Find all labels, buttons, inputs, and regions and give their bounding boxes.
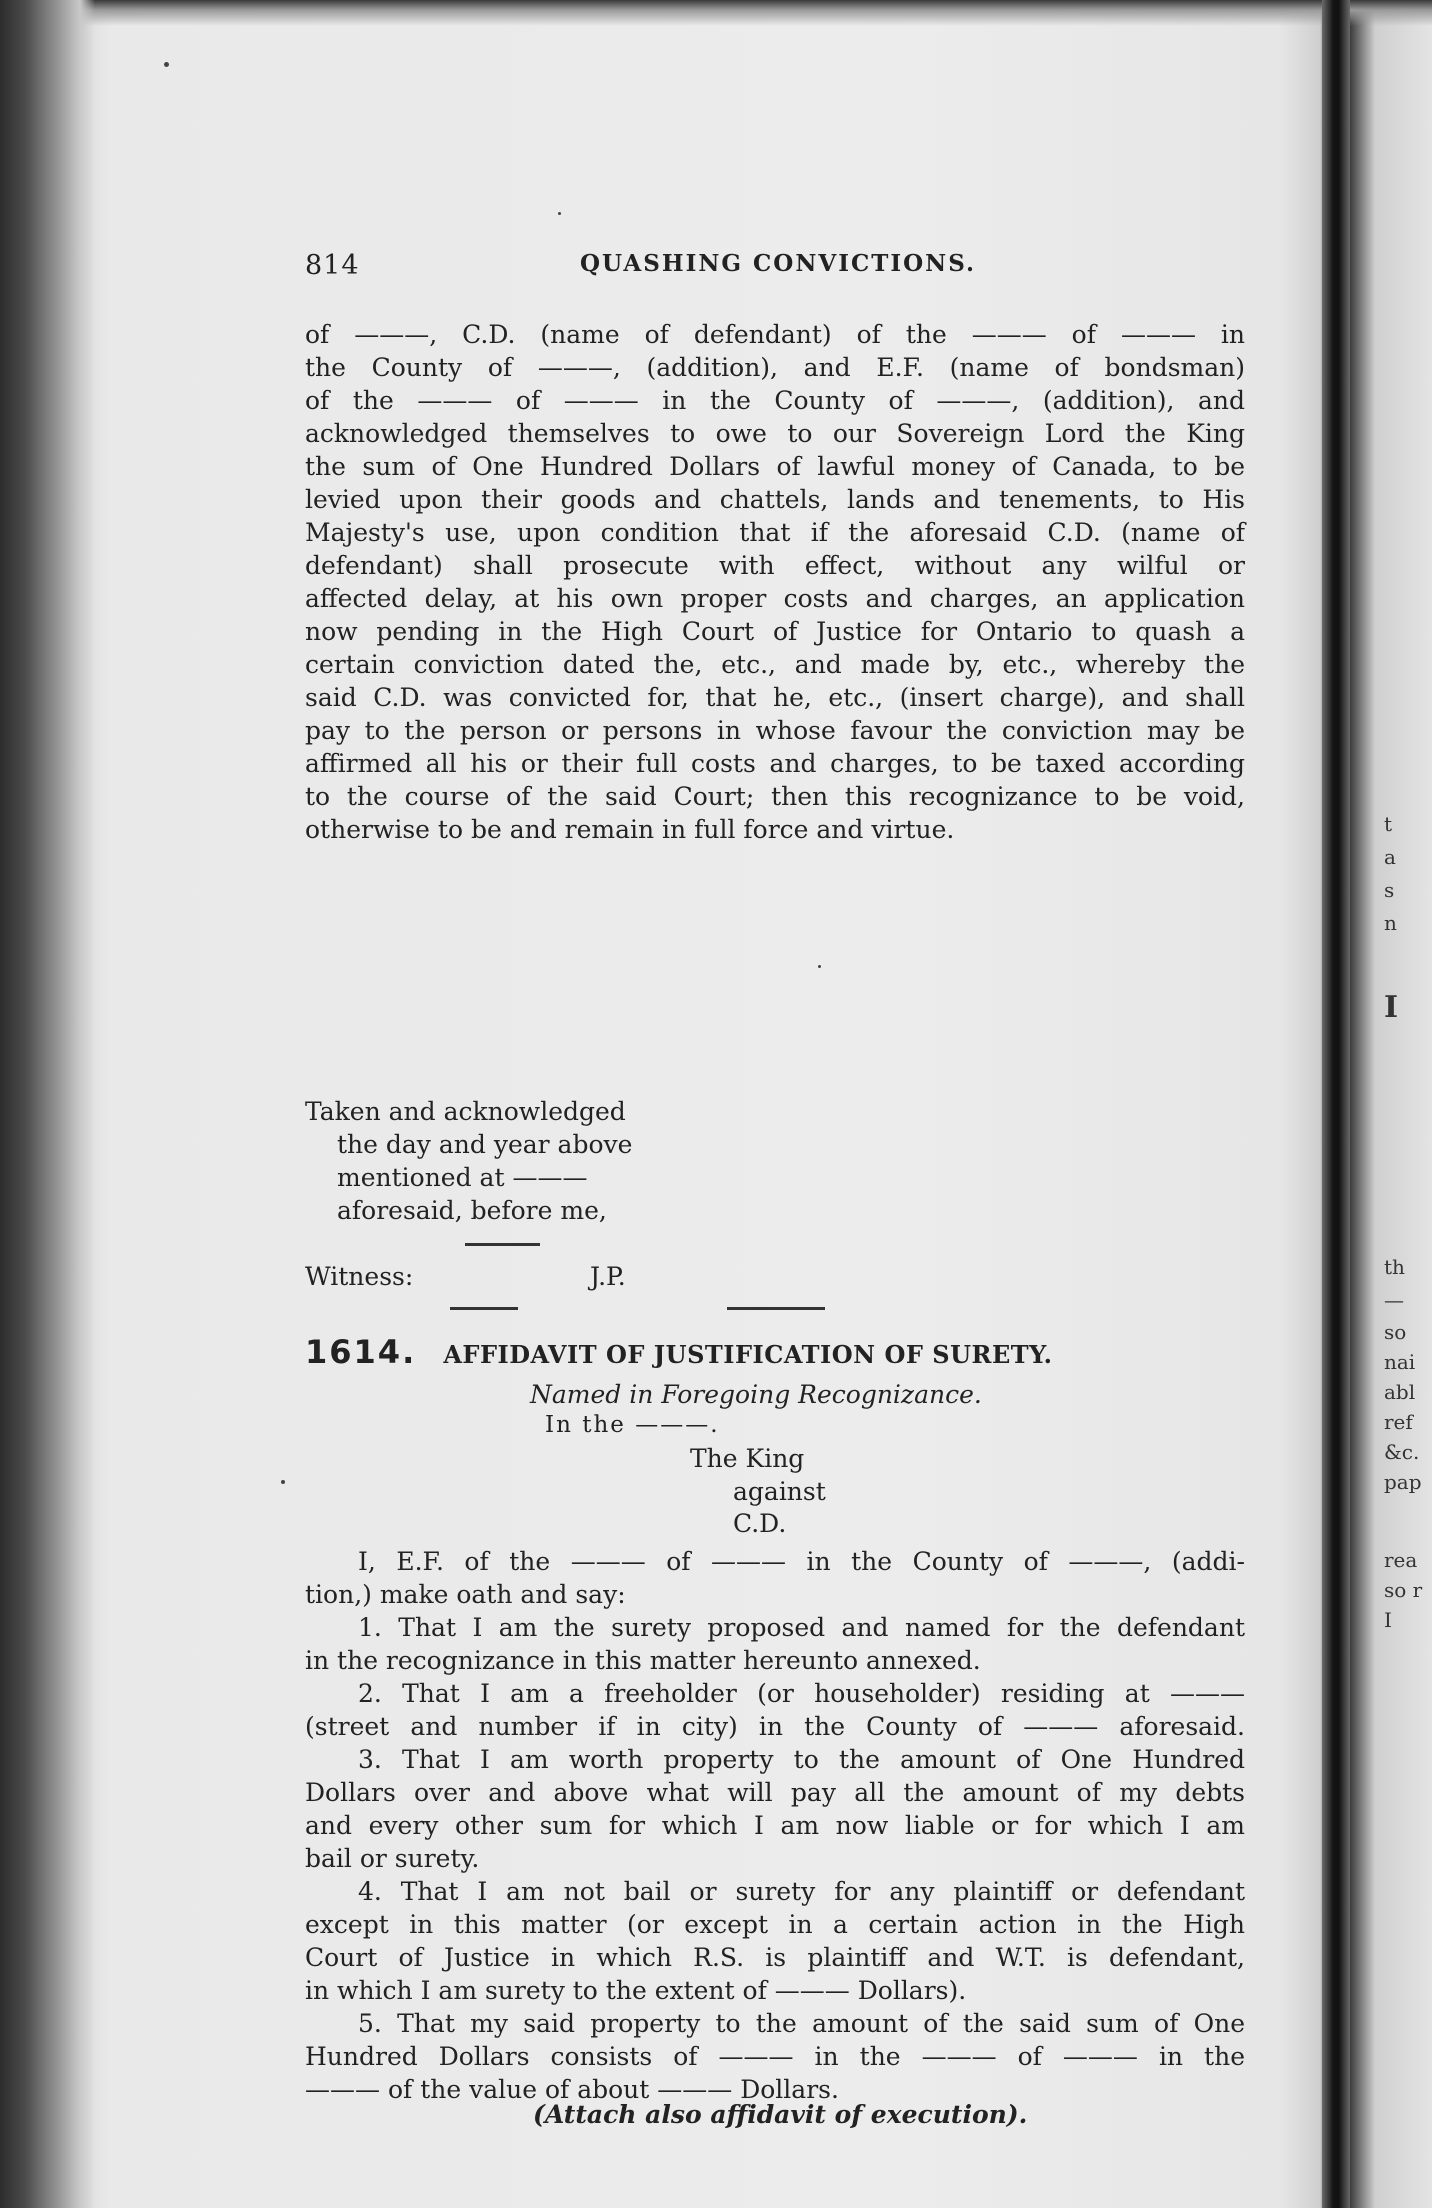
text-line: 3. That I am worth property to the amount of One Hundred (358, 1745, 1245, 1774)
running-head: QUASHING CONVICTIONS. (580, 250, 977, 277)
text-line: 1. That I am the surety proposed and named for the defendant (358, 1613, 1245, 1642)
facing-text-fragment: — (1384, 1288, 1404, 1312)
text-line: affirmed all his or their full costs and charges, to be taxed according (305, 749, 1245, 778)
text-line: mentioned at ——— (337, 1163, 588, 1192)
text-line: bail or surety. (305, 1844, 480, 1873)
text-line: levied upon their goods and chattels, lands and tenements, to His (305, 485, 1245, 514)
facing-text-fragment: nai (1384, 1350, 1416, 1374)
facing-text-fragment: rea (1384, 1548, 1418, 1572)
text-line: of ———, C.D. (name of defendant) of the ——— of ——— in (305, 320, 1245, 349)
scan-speck (281, 1480, 285, 1484)
facing-text-fragment: th (1384, 1255, 1405, 1279)
jp-label: J.P. (590, 1262, 626, 1291)
section-subtitle: Named in Foregoing Recognizance. (530, 1380, 982, 1409)
signature-rule (465, 1243, 540, 1246)
text-line: 5. That my said property to the amount of the said sum of One (358, 2009, 1245, 2038)
scan-speck (164, 62, 169, 67)
text-line: acknowledged themselves to owe to our Sovereign Lord the King (305, 419, 1245, 448)
section-number: 1614. (305, 1333, 417, 1371)
facing-text-fragment: n (1384, 911, 1397, 935)
text-line: pay to the person or persons in whose favour the conviction may be (305, 716, 1245, 745)
facing-text-fragment: pap (1384, 1470, 1422, 1494)
signature-rule (450, 1307, 518, 1310)
facing-text-fragment: &c. (1384, 1440, 1420, 1464)
facing-text-fragment: a (1384, 845, 1396, 869)
page-header (305, 250, 1245, 290)
court-line: In the ———. (545, 1412, 720, 1438)
text-line: the County of ———, (addition), and E.F. (name of bondsman) (305, 353, 1245, 382)
scan-speck (558, 212, 561, 215)
text-line: (street and number if in city) in the County of ——— aforesaid. (305, 1712, 1245, 1741)
attach-note: (Attach also affidavit of execution). (533, 2100, 1028, 2129)
facing-text-fragment: so (1384, 1320, 1407, 1344)
facing-page-fragment (1384, 0, 1432, 2208)
case-caption: against (733, 1477, 826, 1506)
scan-speck (818, 965, 821, 968)
section-title: AFFIDAVIT OF JUSTIFICATION OF SURETY. (443, 1340, 1053, 1369)
facing-text-fragment: abl (1384, 1380, 1416, 1404)
signature-rule (727, 1307, 825, 1310)
facing-text-fragment: ref (1384, 1410, 1413, 1434)
book-left-edge (0, 0, 95, 2208)
text-line: in which I am surety to the extent of ——— Dollars). (305, 1976, 967, 2005)
text-line: the day and year above (337, 1130, 633, 1159)
text-line: defendant) shall prosecute with effect, without any wilful or (305, 551, 1245, 580)
taken-acknowledged-block (305, 1095, 632, 1227)
text-line: ——— of the value of about ——— Dollars. (305, 2075, 839, 2104)
text-line: 2. That I am a freeholder (or householder) residing at ——— (358, 1679, 1245, 1708)
text-line: aforesaid, before me, (337, 1196, 607, 1225)
facing-text-fragment: I (1384, 1608, 1392, 1632)
text-line: Taken and acknowledged (305, 1097, 626, 1126)
page-top-edge (0, 0, 1432, 26)
text-line: except in this matter (or except in a certain action in the High (305, 1910, 1245, 1939)
text-line: 4. That I am not bail or surety for any plaintiff or defendant (358, 1877, 1245, 1906)
case-caption: The King (690, 1444, 805, 1473)
text-line: Hundred Dollars consists of ——— in the ——— of ——— in the (305, 2042, 1245, 2071)
text-line: I, E.F. of the ——— of ——— in the County of ———, (addi- (358, 1547, 1245, 1576)
text-line: Dollars over and above what will pay all the amount of my debts (305, 1778, 1245, 1807)
text-line: tion,) make oath and say: (305, 1580, 626, 1609)
text-line: said C.D. was convicted for, that he, etc., (insert charge), and shall (305, 683, 1245, 712)
case-caption: C.D. (733, 1509, 787, 1538)
text-line: and every other sum for which I am now liable or for which I am (305, 1811, 1245, 1840)
text-line: Court of Justice in which R.S. is plaintiff and W.T. is defendant, (305, 1943, 1245, 1972)
affidavit-text (305, 1545, 1245, 2106)
facing-text-fragment: s (1384, 878, 1395, 902)
section-heading (305, 1333, 1053, 1371)
text-line: now pending in the High Court of Justice for Ontario to quash a (305, 617, 1245, 646)
facing-text-fragment: I (1384, 990, 1399, 1025)
page-number: 814 (305, 250, 360, 281)
facing-text-fragment: t (1384, 812, 1393, 836)
text-line: of the ——— of ——— in the County of ———, (addition), and (305, 386, 1245, 415)
facing-text-fragment: so r (1384, 1578, 1423, 1602)
text-line: certain conviction dated the, etc., and made by, etc., whereby the (305, 650, 1245, 679)
text-line: Majesty's use, upon condition that if the aforesaid C.D. (name of (305, 518, 1245, 547)
text-line: to the course of the said Court; then this recognizance to be void, (305, 782, 1245, 811)
witness-label: Witness: (305, 1262, 414, 1291)
book-gutter (1322, 0, 1350, 2208)
text-line: the sum of One Hundred Dollars of lawful money of Canada, to be (305, 452, 1245, 481)
text-line: in the recognizance in this matter hereunto annexed. (305, 1646, 981, 1675)
text-line: otherwise to be and remain in full force and virtue. (305, 815, 955, 844)
recognizance-text (305, 318, 1245, 846)
text-line: affected delay, at his own proper costs and charges, an application (305, 584, 1245, 613)
